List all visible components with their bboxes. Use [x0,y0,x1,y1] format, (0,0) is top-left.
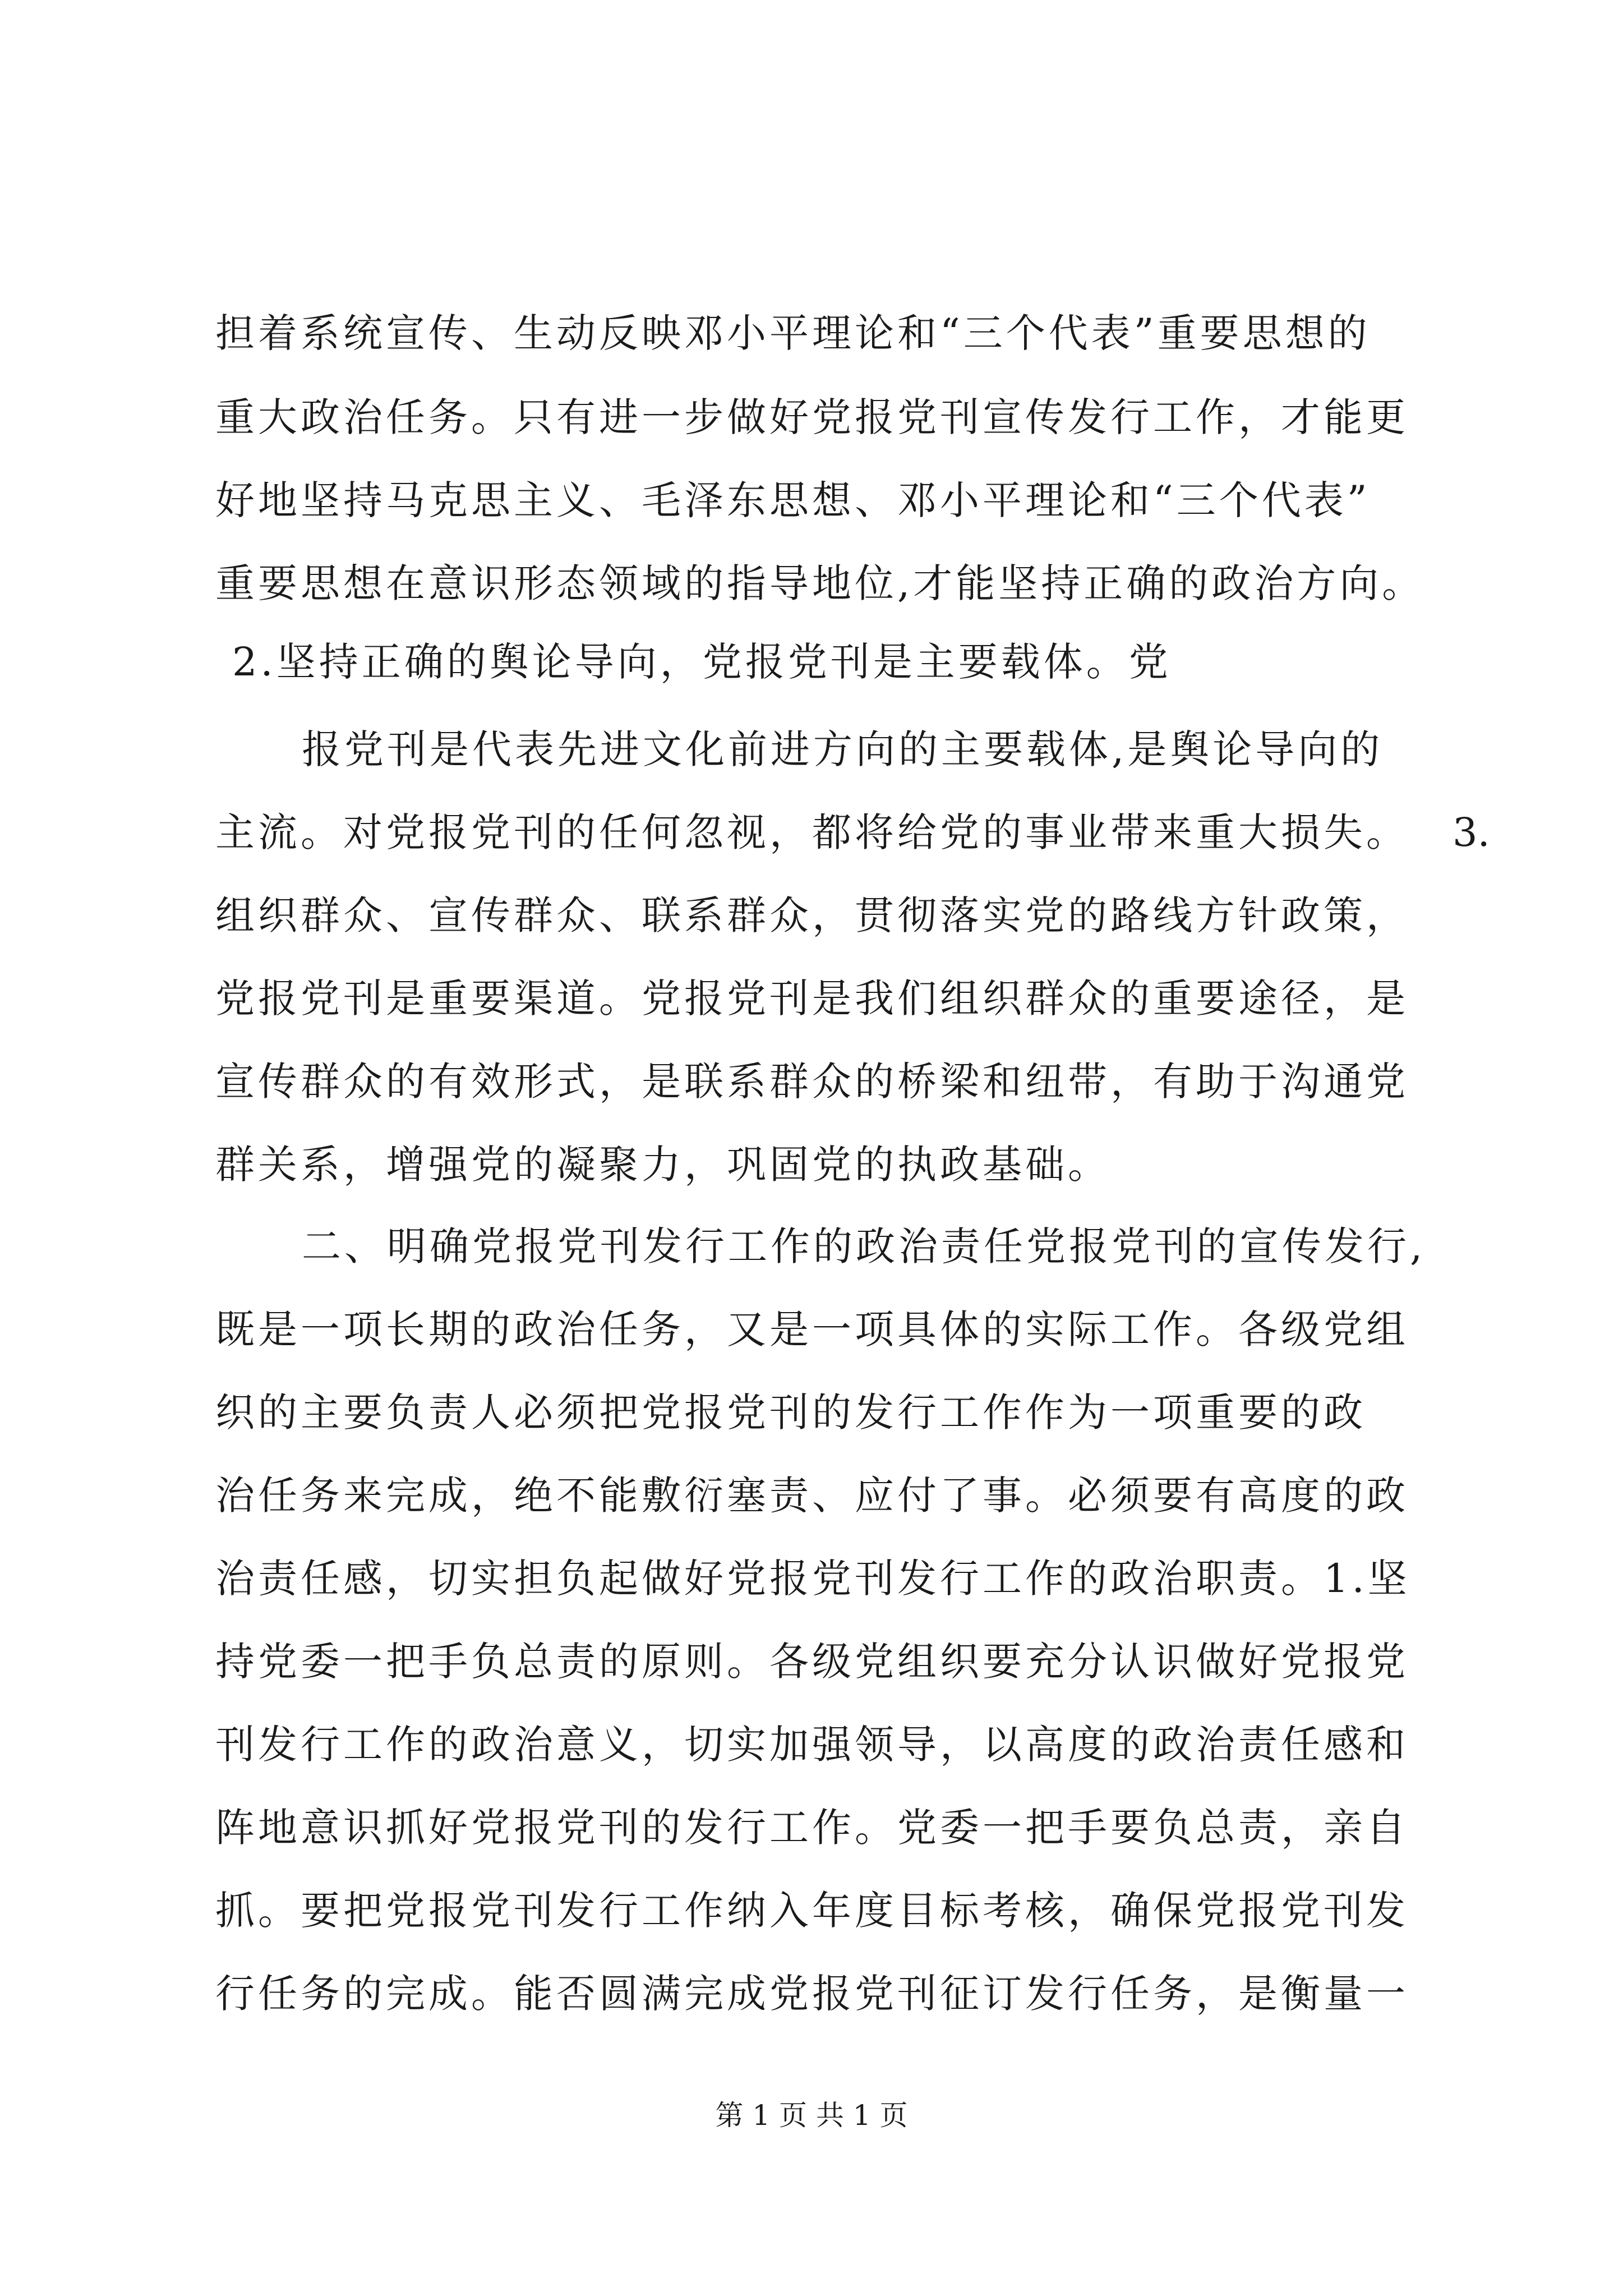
body-line: 治责任感，切实担负起做好党报党刊发行工作的政治职责。1.坚 [215,1556,1410,1602]
paragraph-first-line: 报党刊是代表先进文化前进方向的主要载体,是舆论导向的 [302,726,1384,772]
body-line: 抓。要把党报党刊发行工作纳入年度目标考核，确保党报党刊发 [215,1888,1409,1934]
list-number: 3. [1453,809,1490,855]
body-line: 行任务的完成。能否圆满完成党报党刊征订发行任务，是衡量一 [215,1971,1409,2017]
body-line: 治任务来完成，绝不能敷衍塞责、应付了事。必须要有高度的政 [215,1473,1409,1519]
body-line: 宣传群众的有效形式，是联系群众的桥梁和纽带，有助于沟通党 [215,1059,1409,1105]
body-line: 织的主要负责人必须把党报党刊的发行工作作为一项重要的政 [215,1389,1366,1435]
body-line: 主流。对党报党刊的任何忽视，都将给党的事业带来重大损失。 [215,809,1409,855]
body-line: 担着系统宣传、生动反映邓小平理论和“三个代表”重要思想的 [215,310,1371,356]
body-line: 好地坚持马克思主义、毛泽东思想、邓小平理论和“三个代表” [215,477,1371,523]
page-footer: 第 1 页 共 1 页 [715,2099,908,2132]
section-heading-line: 二、明确党报党刊发行工作的政治责任党报党刊的宣传发行, [302,1223,1426,1269]
body-line: 既是一项长期的政治任务，又是一项具体的实际工作。各级党组 [215,1306,1409,1352]
body-line: 刊发行工作的政治意义，切实加强领导，以高度的政治责任感和 [215,1722,1409,1768]
body-line: 重要思想在意识形态领域的指导地位,才能坚持正确的政治方向。 [215,560,1425,606]
body-line: 党报党刊是重要渠道。党报党刊是我们组织群众的重要途径，是 [215,976,1409,1022]
body-line: 重大政治任务。只有进一步做好党报党刊宣传发行工作，才能更 [215,394,1409,440]
body-line: 群关系，增强党的凝聚力，巩固党的执政基础。 [215,1142,1110,1188]
body-line: 持党委一把手负总责的原则。各级党组织要充分认识做好党报党 [215,1639,1409,1685]
body-line: 组织群众、宣传群众、联系群众，贯彻落实党的路线方针政策， [215,892,1409,938]
list-item-line: 2.坚持正确的舆论导向，党报党刊是主要载体。党 [232,639,1172,685]
body-line: 阵地意识抓好党报党刊的发行工作。党委一把手要负总责，亲自 [215,1805,1409,1851]
